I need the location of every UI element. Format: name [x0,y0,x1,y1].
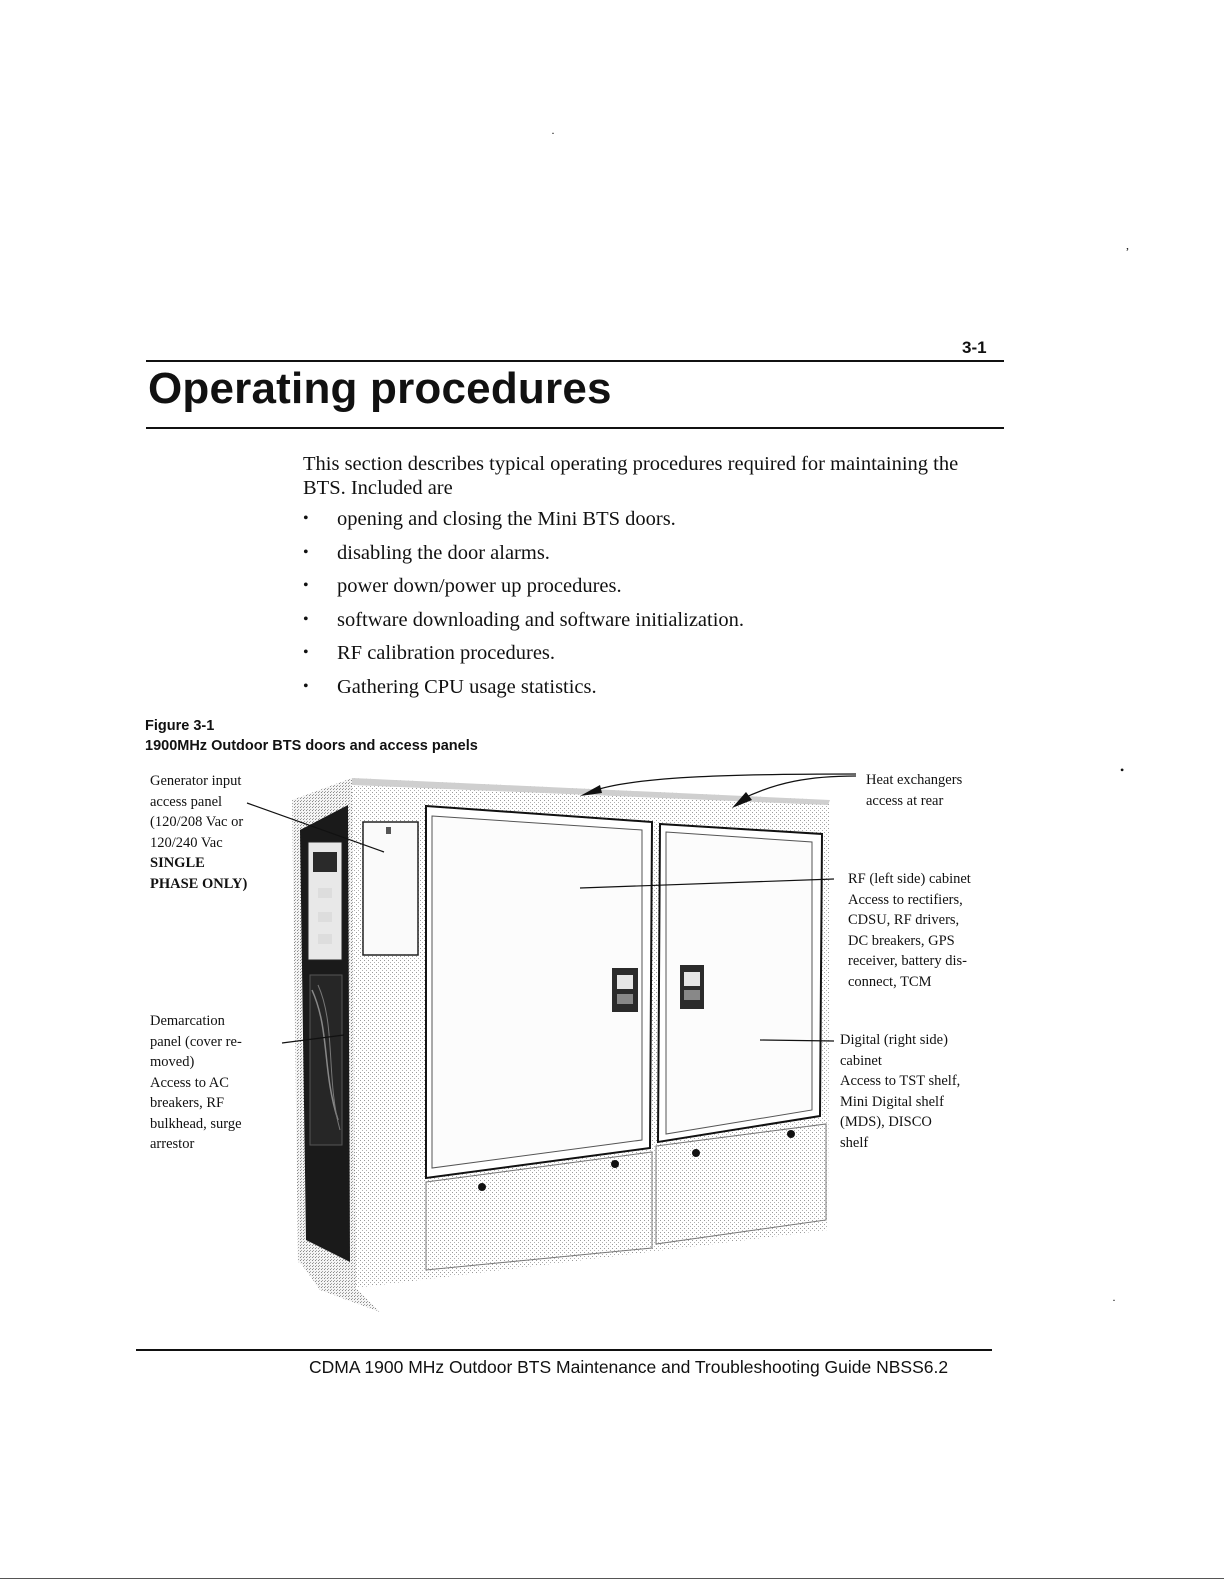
digital-cabinet-door [658,824,822,1142]
callout-line: connect, TCM [848,973,932,990]
figure-title: 1900MHz Outdoor BTS doors and access panels [145,738,478,754]
callout-line: shelf [840,1134,869,1151]
callout-line: Heat exchangers [866,772,963,788]
callout-line: breakers, RF [150,1095,225,1111]
callout-line: Generator input [150,773,242,789]
intro-paragraph: This section describes typical operating procedures required for maintaining the BTS. Included are [303,453,959,499]
cabinet-front [300,778,830,1312]
scan-speck: , [1126,238,1129,252]
scan-edge-line [0,1578,1224,1579]
callout-line: PHASE ONLY) [150,875,248,892]
bullet-icon: • [303,644,309,662]
page-number: 3-1 [962,338,987,357]
callout-line: panel (cover re- [150,1033,242,1050]
callout-line: CDSU, RF drivers, [848,912,960,928]
callout-line: 120/240 Vac [150,834,223,851]
callout-line: Digital (right side) [840,1032,948,1048]
scan-speck: • [1120,763,1125,777]
list-item-text: power down/power up procedures. [337,575,622,598]
bullet-icon: • [303,677,309,695]
callout-line: (MDS), DISCO [840,1114,932,1130]
callout-rf-cabinet [848,869,971,992]
callout-line: (120/208 Vac or [150,814,244,830]
footer-rule [136,1349,992,1351]
callout-demarcation-panel [150,1011,242,1155]
callout-line: receiver, battery dis- [848,953,967,969]
footer-title: CDMA 1900 MHz Outdoor BTS Maintenance and Troubleshooting Guide NBSS6.2 [309,1357,949,1377]
list-item-text: Gathering CPU usage statistics. [337,675,597,698]
callout-line: cabinet [840,1052,882,1069]
bullet-icon: • [303,510,309,527]
callout-line: Mini Digital shelf [840,1093,944,1110]
list-item-text: software downloading and software initialization. [337,608,745,631]
callout-line: moved) [150,1054,195,1070]
bullet-icon: • [303,610,309,628]
cabinet-side-panel [292,778,356,1288]
callout-line: Access to TST shelf, [840,1073,961,1089]
callout-digital-cabinet [840,1030,960,1153]
chapter-title: Operating procedures [148,364,612,413]
callout-generator-panel [150,771,247,894]
scan-speck: · [1112,1293,1116,1307]
callout-line: arrestor [150,1136,195,1152]
callout-line: DC breakers, GPS [848,932,955,949]
bullet-icon: • [303,543,309,561]
callout-line: Access to rectifiers, [848,891,963,908]
scan-speck: · [551,126,555,140]
callout-line: Demarcation [150,1013,225,1029]
rf-cabinet-door [426,806,652,1178]
callout-line: SINGLE [150,855,205,871]
list-item-text: RF calibration procedures. [337,642,556,665]
callout-line: Access to AC [150,1074,229,1091]
callout-line: RF (left side) cabinet [848,871,971,887]
callout-line: access at rear [866,792,944,809]
callout-line: bulkhead, surge [150,1115,242,1132]
bullet-icon: • [303,577,309,595]
callout-line: access panel [150,793,223,810]
list-item-text: disabling the door alarms. [337,541,550,564]
list-item-text: opening and closing the Mini BTS doors. [337,508,676,530]
figure-number: Figure 3-1 [145,718,215,734]
callout-heat-exchangers [866,770,962,811]
